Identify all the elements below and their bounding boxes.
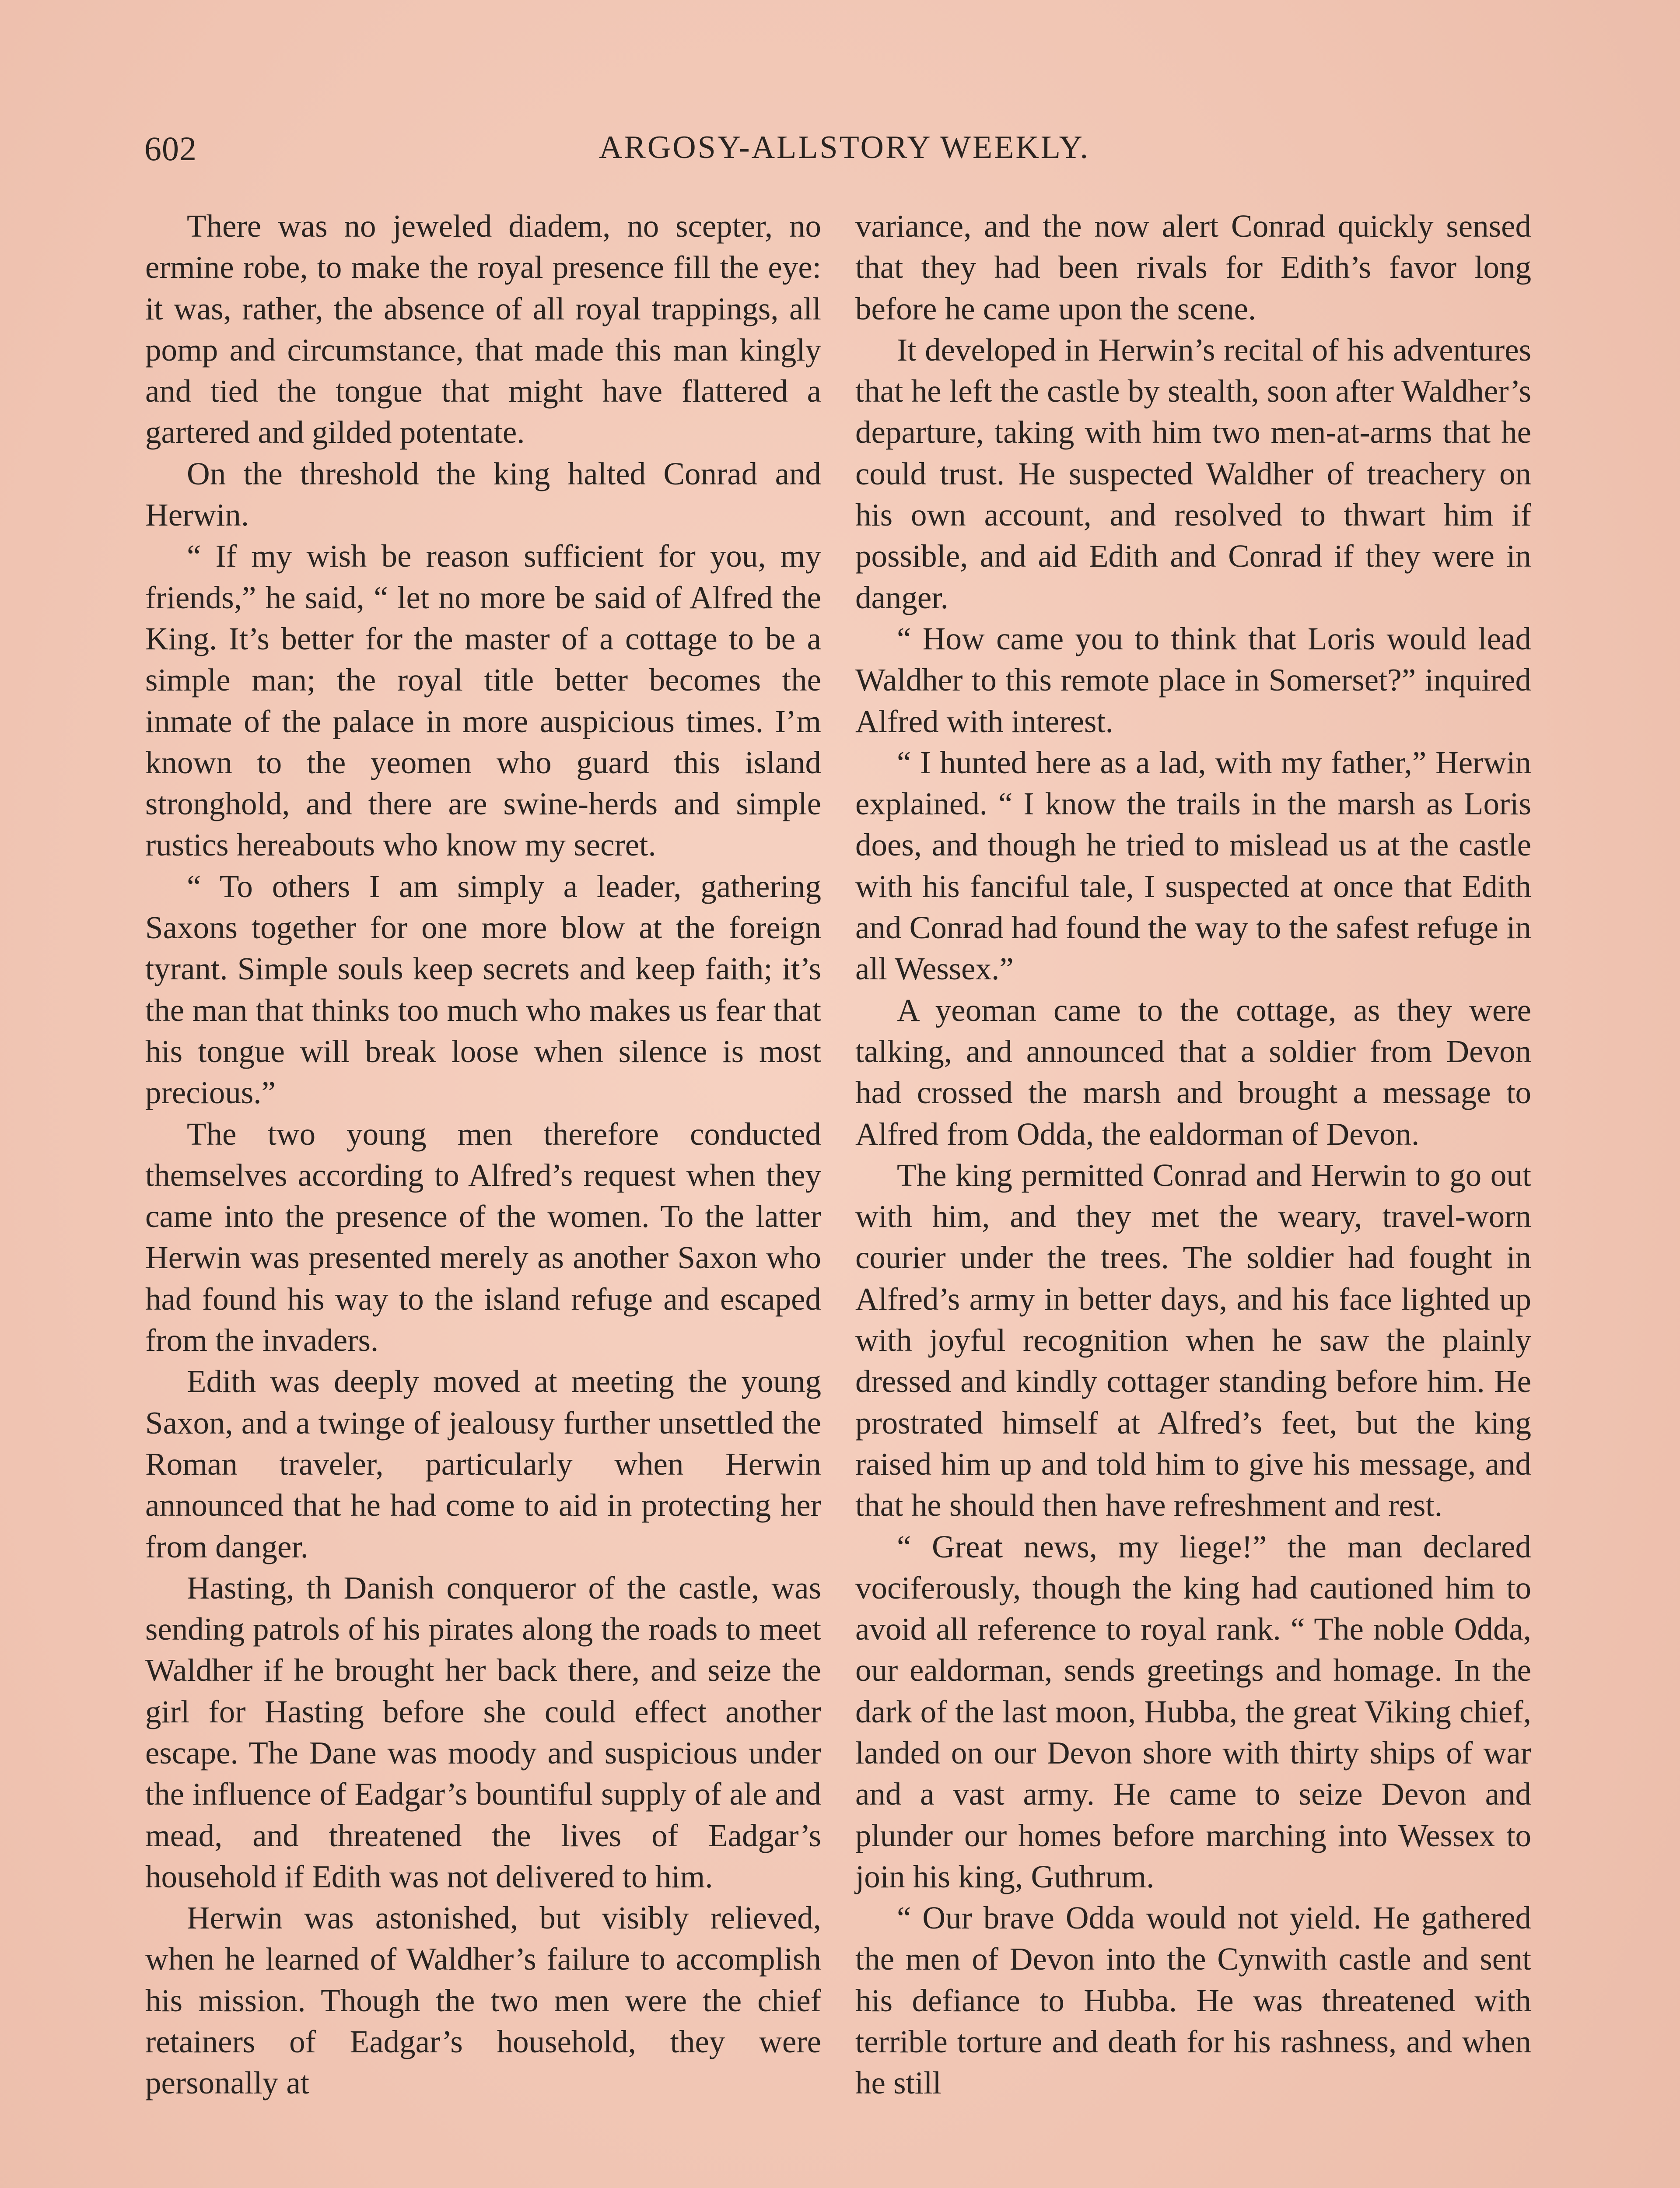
paragraph: Hasting, th Danish conqueror of the castle, was sending patrols of his pirates along the roads to meet Waldher if he brought her back there, and seize the girl for Hasting before she could effect another escape. The Dane was moody and suspicious under the influence of Eadgar’s bountiful supply of ale and mead, and threatened the lives of Eadgar’s household if Edith was not delivered to him. bbox=[145, 1570, 821, 1894]
paragraph: A yeoman came to the cottage, as they were talking, and announced that a soldier from Devon had crossed the marsh and brought a message to Alfred from Odda, the ealdorman of Devon. bbox=[855, 992, 1531, 1152]
paragraph: It developed in Herwin’s recital of his adventures that he left the castle by stealth, soon after Waldher’s departure, taking with him two men-at-arms that he could trust. He suspected Waldher of treachery on his own account, and resolved to thwart him if possible, and aid Edith and Conrad if they were in danger. bbox=[855, 332, 1531, 615]
running-head: ARGOSY-ALLSTORY WEEKLY. bbox=[598, 130, 1090, 165]
paragraph: On the threshold the king halted Conrad and Herwin. bbox=[145, 456, 821, 533]
paragraph: “ If my wish be reason sufficient for you, my friends,” he said, “ let no more be said of Alfred the King. It’s better for the master of a cottage to be a simple man; the royal title better becomes the inmate of the palace in more auspicious times. I’m known to the yeomen who guard this island stronghold, and there are swine-herds and simple rustics hereabouts who know my secret. bbox=[145, 538, 821, 863]
paragraph: Edith was deeply moved at meeting the young Saxon, and a twinge of jealousy further unsettled the Roman traveler, particularly when Herwin announced that he had come to aid in protecting her from danger. bbox=[145, 1364, 821, 1564]
right-column bbox=[855, 206, 1531, 2104]
paragraph: The two young men therefore conducted themselves according to Alfred’s request when they came into the presence of the women. To the latter Herwin was presented merely as another Saxon who had found his way to the island refuge and escaped from the invaders. bbox=[145, 1116, 821, 1358]
paragraph-continuation: variance, and the now alert Conrad quickly sensed that they had been rivals for Edith’s favor long before he came upon the scene. bbox=[855, 208, 1531, 326]
page-number: 602 bbox=[144, 130, 197, 168]
left-column bbox=[145, 206, 821, 2104]
paragraph: “ How came you to think that Loris would lead Waldher to this remote place in Somerset?” inquired Alfred with interest. bbox=[855, 621, 1531, 739]
paragraph: “ Our brave Odda would not yield. He gathered the men of Devon into the Cynwith castle and sent his defiance to Hubba. He was threatened with terrible torture and death for his rashness, and when he still bbox=[855, 1900, 1531, 2101]
paragraph: Herwin was astonished, but visibly relieved, when he learned of Waldher’s failure to accomplish his mission. Though the two men were the chief retainers of Eadgar’s household, they were personally at bbox=[145, 1900, 821, 2101]
paragraph: “ I hunted here as a lad, with my father,” Herwin explained. “ I know the trails in the marsh as Loris does, and though he tried to mislead us at the castle with his fanciful tale, I suspected at once that Edith and Conrad had found the way to the safest refuge in all Wessex.” bbox=[855, 744, 1531, 987]
paragraph: “ Great news, my liege!” the man declared vociferously, though the king had cautioned him to avoid all reference to royal rank. “ The noble Odda, our ealdorman, sends greetings and homage. In the dark of the last moon, Hubba, the great Viking chief, landed on our Devon shore with thirty ships of war and a vast army. He came to seize Devon and plunder our homes before marching into Wessex to join his king, Guthrum. bbox=[855, 1529, 1531, 1894]
paragraph: There was no jeweled diadem, no scepter, no ermine robe, to make the royal presence fill the eye: it was, rather, the absence of all royal trappings, all pomp and circumstance, that made this man kingly and tied the tongue that might have flattered a gartered and gilded potentate. bbox=[145, 208, 821, 450]
page-header bbox=[144, 129, 1544, 182]
paragraph: “ To others I am simply a leader, gathering Saxons together for one more blow at the foreign tyrant. Simple souls keep secrets and keep faith; it’s the man that thinks too much who makes us fear that his tongue will break loose when silence is most precious.” bbox=[145, 868, 821, 1111]
paragraph: The king permitted Conrad and Herwin to go out with him, and they met the weary, travel-worn courier under the trees. The soldier had fought in Alfred’s army in better days, and his face lighted up with joyful recognition when he saw the plainly dressed and kindly cottager standing before him. He prostrated himself at Alfred’s feet, but the king raised him up and told him to give his message, and that he should then have refreshment and rest. bbox=[855, 1157, 1531, 1523]
